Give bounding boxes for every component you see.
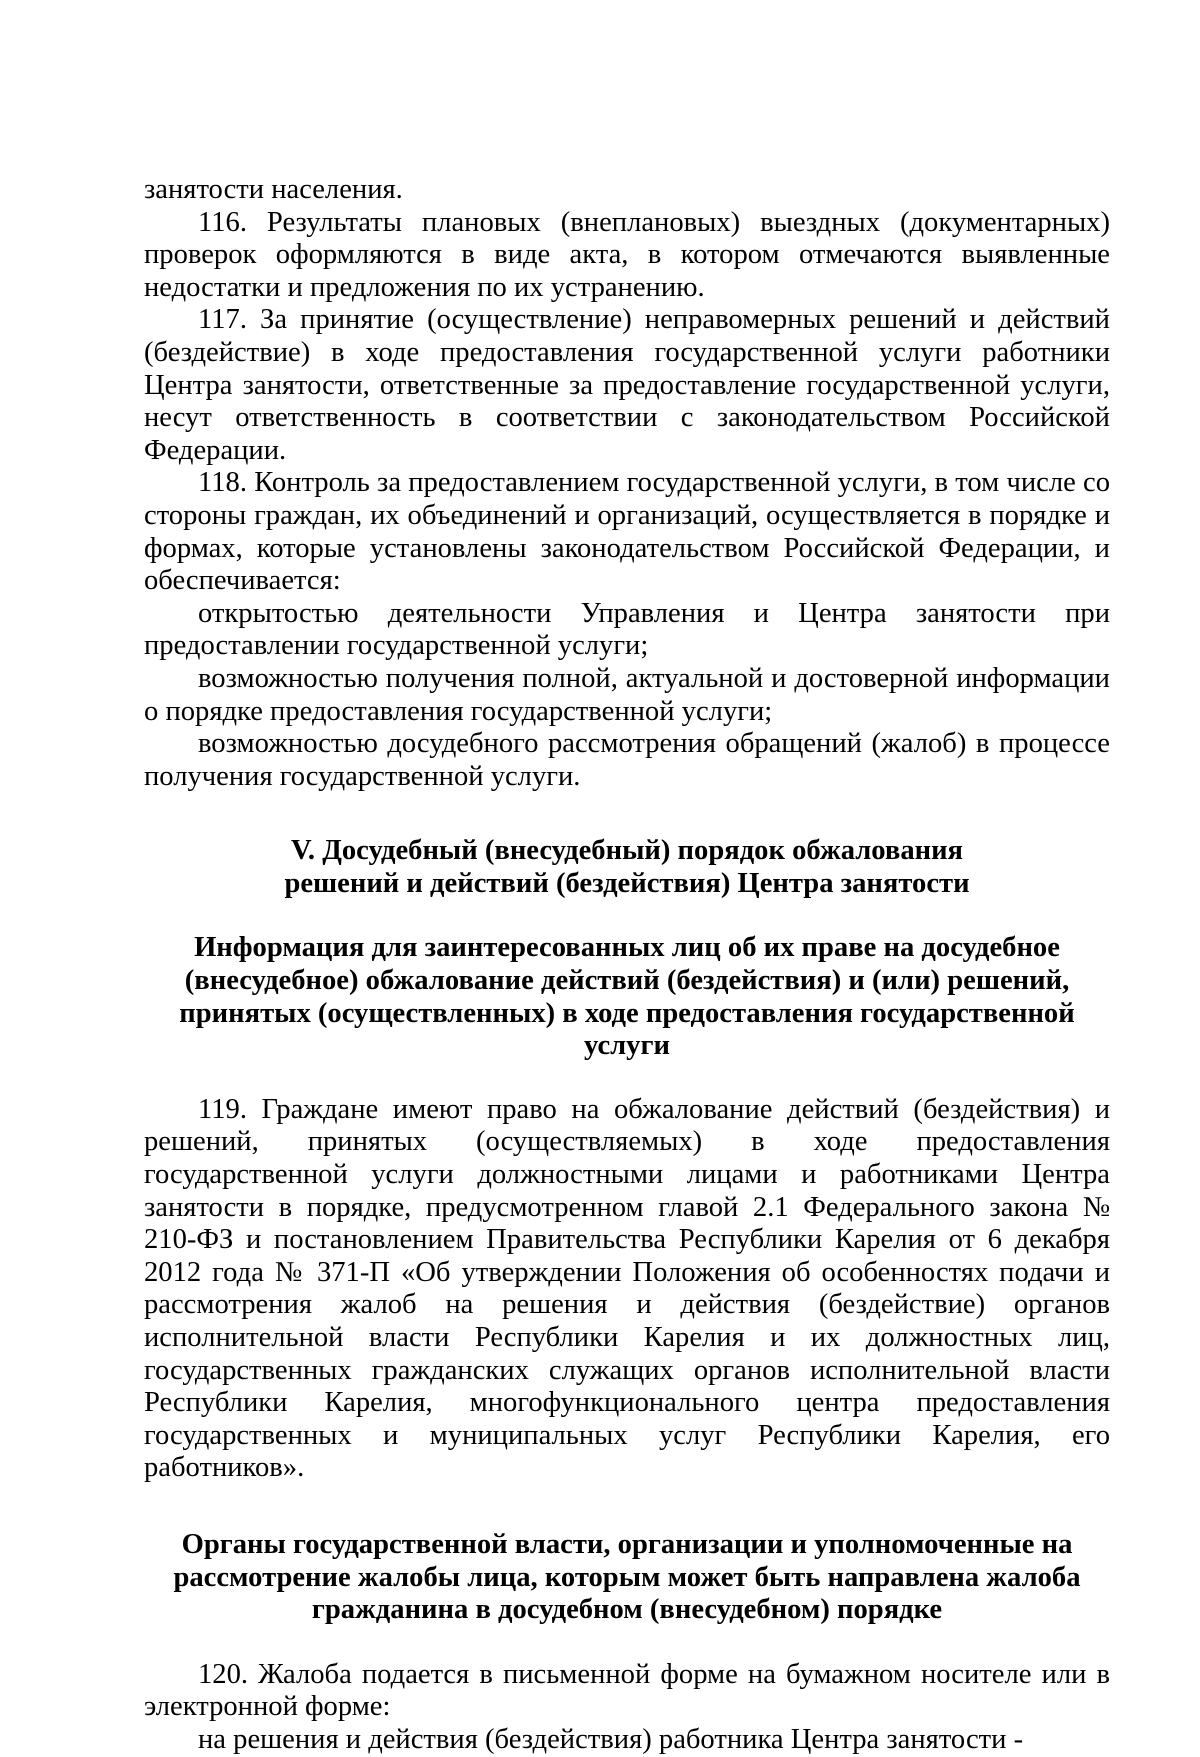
subsection-2-line-3: гражданина в досудебном (внесудебном) порядке xyxy=(311,1594,943,1626)
subsection-1-line-3: принятых (осуществленных) в ходе предоставления государственной xyxy=(179,997,1075,1029)
subsection-heading-appeal-rights xyxy=(144,932,1110,1062)
subsection-1-line-4: услуги xyxy=(584,1030,670,1062)
section-title xyxy=(144,835,1110,900)
paragraph: открытостью деятельности Управления и Центра занятости при предоставлении государственной услуги; xyxy=(144,597,1110,662)
subsection-2-line-2: рассмотрение жалобы лица, которым может быть направлена жалоба xyxy=(173,1561,1081,1593)
paragraph: 117. За принятие (осуществление) неправомерных решений и действий (бездействие) в ходе предоставления государственной услуги работники Центра занятости, ответственные за предоставление государственной услуги, несут ответственность в соответствии с законодательством Российской Федерации. xyxy=(144,304,1110,466)
section-title-line-2: решений и действий (бездействия) Центра занятости xyxy=(284,867,970,899)
paragraph-119: 119. Граждане имеют право на обжалование действий (бездействия) и решений, принятых (осуществляемых) в ходе предоставления государственной услуги должностными лицами и работниками Центра занятости в порядке, предусмотренном главой 2.1 Федерального закона № 210-ФЗ и постановлением Правительства Республики Карелия от 6 декабря 2012 года № 371-П «Об утверждении Положения об особенностях подачи и рассмотрения жалоб на решения и действия (бездействие) органов исполнительной власти Республики Карелия и их должностных лиц, государственных гражданских служащих органов исполнительной власти Республики Карелия, многофункционального центра предоставления государственных и муниципальных услуг Республики Карелия, его работников». xyxy=(144,1093,1110,1484)
section-title-line-1: V. Досудебный (внесудебный) порядок обжалования xyxy=(290,835,964,867)
paragraph: возможностью досудебного рассмотрения обращений (жалоб) в процессе получения государственной услуги. xyxy=(144,728,1110,792)
top-paragraphs xyxy=(144,174,1110,793)
subsection-1-line-1: Информация для заинтересованных лиц об их праве на досудебное xyxy=(194,932,1060,964)
paragraph: 116. Результаты плановых (внеплановых) выездных (документарных) проверок оформляются в виде акта, в котором отмечаются выявленные недостатки и предложения по их устранению. xyxy=(144,206,1110,303)
subsection-1-line-2: (внесудебное) обжалование действий (бездействия) и (или) решений, xyxy=(184,965,1070,997)
paragraph: 118. Контроль за предоставлением государственной услуги, в том числе со стороны граждан, их объединений и организаций, осуществляется в порядке и формах, которые установлены законодательством Российской Федерации, и обеспечивается: xyxy=(144,467,1110,597)
paragraph: занятости населения. xyxy=(144,174,403,205)
document-body xyxy=(144,174,1110,1757)
subsection-heading-authorities xyxy=(144,1529,1110,1627)
paragraph-120: 120. Жалоба подается в письменной форме на бумажном носителе или в электронной форме: xyxy=(144,1658,1110,1723)
paragraph: возможностью получения полной, актуальной и достоверной информации о порядке предоставления государственной услуги; xyxy=(144,662,1110,727)
subsection-2-line-1: Органы государственной власти, организации и уполномоченные на xyxy=(181,1528,1073,1560)
paragraph-120-item: на решения и действия (бездействия) работника Центра занятости - xyxy=(198,1723,1024,1755)
